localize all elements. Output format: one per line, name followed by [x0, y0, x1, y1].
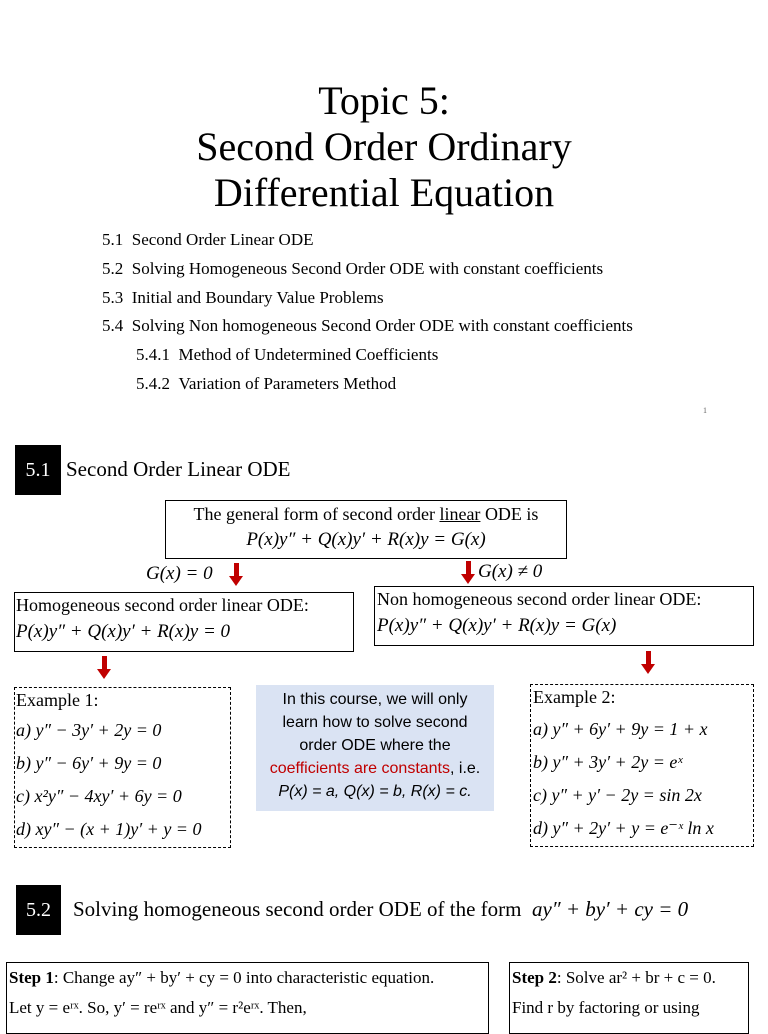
non-homogeneous-equation: P(x)y″ + Q(x)y′ + R(x)y = G(x) [377, 615, 617, 636]
section-heading-5-2: Solving homogeneous second order ODE of the form ay″ + by′ + cy = 0 [73, 897, 689, 921]
homogeneous-equation: P(x)y″ + Q(x)y′ + R(x)y = 0 [16, 621, 231, 642]
step-2-line-2: Find r by factoring or using [512, 998, 700, 1017]
toc-text: Solving Homogeneous Second Order ODE with constant coefficients [131, 259, 604, 278]
toc-item-5-4 [102, 316, 633, 336]
example-2-item-d: d) y″ + 2y′ + y = e⁻ˣ ln x [533, 818, 714, 838]
slide1-title-line-1: Topic 5: [318, 78, 450, 123]
toc-num: 5.3 [102, 288, 124, 307]
page-number: 1 [703, 406, 707, 415]
general-form-equation: P(x)y″ + Q(x)y′ + R(x)y = G(x) [246, 529, 486, 550]
general-form-text: The general form of second order linear ODE is [193, 504, 539, 524]
toc-text: Method of Undetermined Coefficients [178, 345, 439, 364]
note-highlight: coefficients are constants [269, 760, 450, 777]
toc-text: Solving Non homogeneous Second Order ODE with constant coefficients [131, 316, 633, 335]
step-2-box [509, 962, 749, 1034]
section-badge-5-2: 5.2 [16, 885, 61, 935]
toc-item-5-1 [102, 230, 314, 250]
step-2-line-1: Step 2: Solve ar² + br + c = 0. [512, 968, 716, 987]
toc-num: 5.1 [102, 230, 124, 249]
toc-item-5-4-2 [136, 374, 396, 394]
step-1-line-1: Step 1: Change ay″ + by′ + cy = 0 into characteristic equation. [9, 968, 435, 987]
general-form-box [165, 500, 567, 559]
toc-text: Variation of Parameters Method [178, 374, 397, 393]
toc-num: 5.4.1 [136, 345, 170, 364]
example-2-box [530, 684, 754, 847]
non-homogeneous-label: Non homogeneous second order linear ODE: [377, 589, 702, 609]
slide1-title-line-3: Differential Equation [213, 170, 555, 215]
slide1-title-line-2: Second Order Ordinary [196, 124, 572, 169]
step-1-line-2: Let y = eʳˣ. So, y′ = reʳˣ and y″ = r²eʳˣ. Then, [9, 998, 307, 1017]
note-line-5: P(x) = a, Q(x) = b, R(x) = c. [278, 783, 472, 800]
homogeneous-box [14, 592, 354, 652]
condition-g-not-zero: G(x) ≠ 0 [478, 561, 543, 582]
note-line-2: learn how to solve second [282, 714, 468, 731]
underlined-linear: linear [439, 504, 481, 524]
toc-text: Initial and Boundary Value Problems [131, 288, 384, 307]
example-1-item-b: b) y″ − 6y′ + 9y = 0 [16, 753, 162, 773]
constant-coefficients-note [256, 685, 494, 811]
toc-num: 5.2 [102, 259, 124, 278]
toc-text: Second Order Linear ODE [131, 230, 314, 249]
toc-item-5-4-1 [136, 345, 438, 365]
example-1-title: Example 1: [16, 690, 99, 710]
example-2-item-a: a) y″ + 6y′ + 9y = 1 + x [533, 719, 708, 739]
condition-g-equals-zero: G(x) = 0 [146, 563, 213, 584]
toc-item-5-3 [102, 288, 384, 308]
homogeneous-label: Homogeneous second order linear ODE: [16, 595, 309, 615]
note-line-1: In this course, we will only [282, 691, 468, 708]
example-1-item-a: a) y″ − 3y′ + 2y = 0 [16, 720, 162, 740]
section-badge-5-1: 5.1 [15, 445, 61, 495]
note-line-4: coefficients are constants, i.e. [269, 760, 481, 777]
step-1-box [6, 962, 489, 1034]
note-line-3: order ODE where the [299, 737, 451, 754]
example-2-item-b: b) y″ + 3y′ + 2y = eˣ [533, 752, 683, 772]
toc-num: 5.4 [102, 316, 124, 335]
example-2-item-c: c) y″ + y′ − 2y = sin 2x [533, 785, 702, 805]
example-1-box [14, 687, 231, 848]
example-1-item-c: c) x²y″ − 4xy′ + 6y = 0 [16, 786, 182, 806]
section-heading-equation: ay″ + by′ + cy = 0 [532, 897, 689, 921]
toc-num: 5.4.2 [136, 374, 170, 393]
example-2-title: Example 2: [533, 687, 616, 707]
section-heading-5-1: Second Order Linear ODE [66, 457, 291, 481]
example-1-item-d: d) xy″ − (x + 1)y′ + y = 0 [16, 819, 202, 839]
toc-item-5-2 [102, 259, 603, 279]
step-2-label: Step 2 [512, 968, 557, 987]
step-1-label: Step 1 [9, 968, 54, 987]
non-homogeneous-box [374, 586, 754, 646]
